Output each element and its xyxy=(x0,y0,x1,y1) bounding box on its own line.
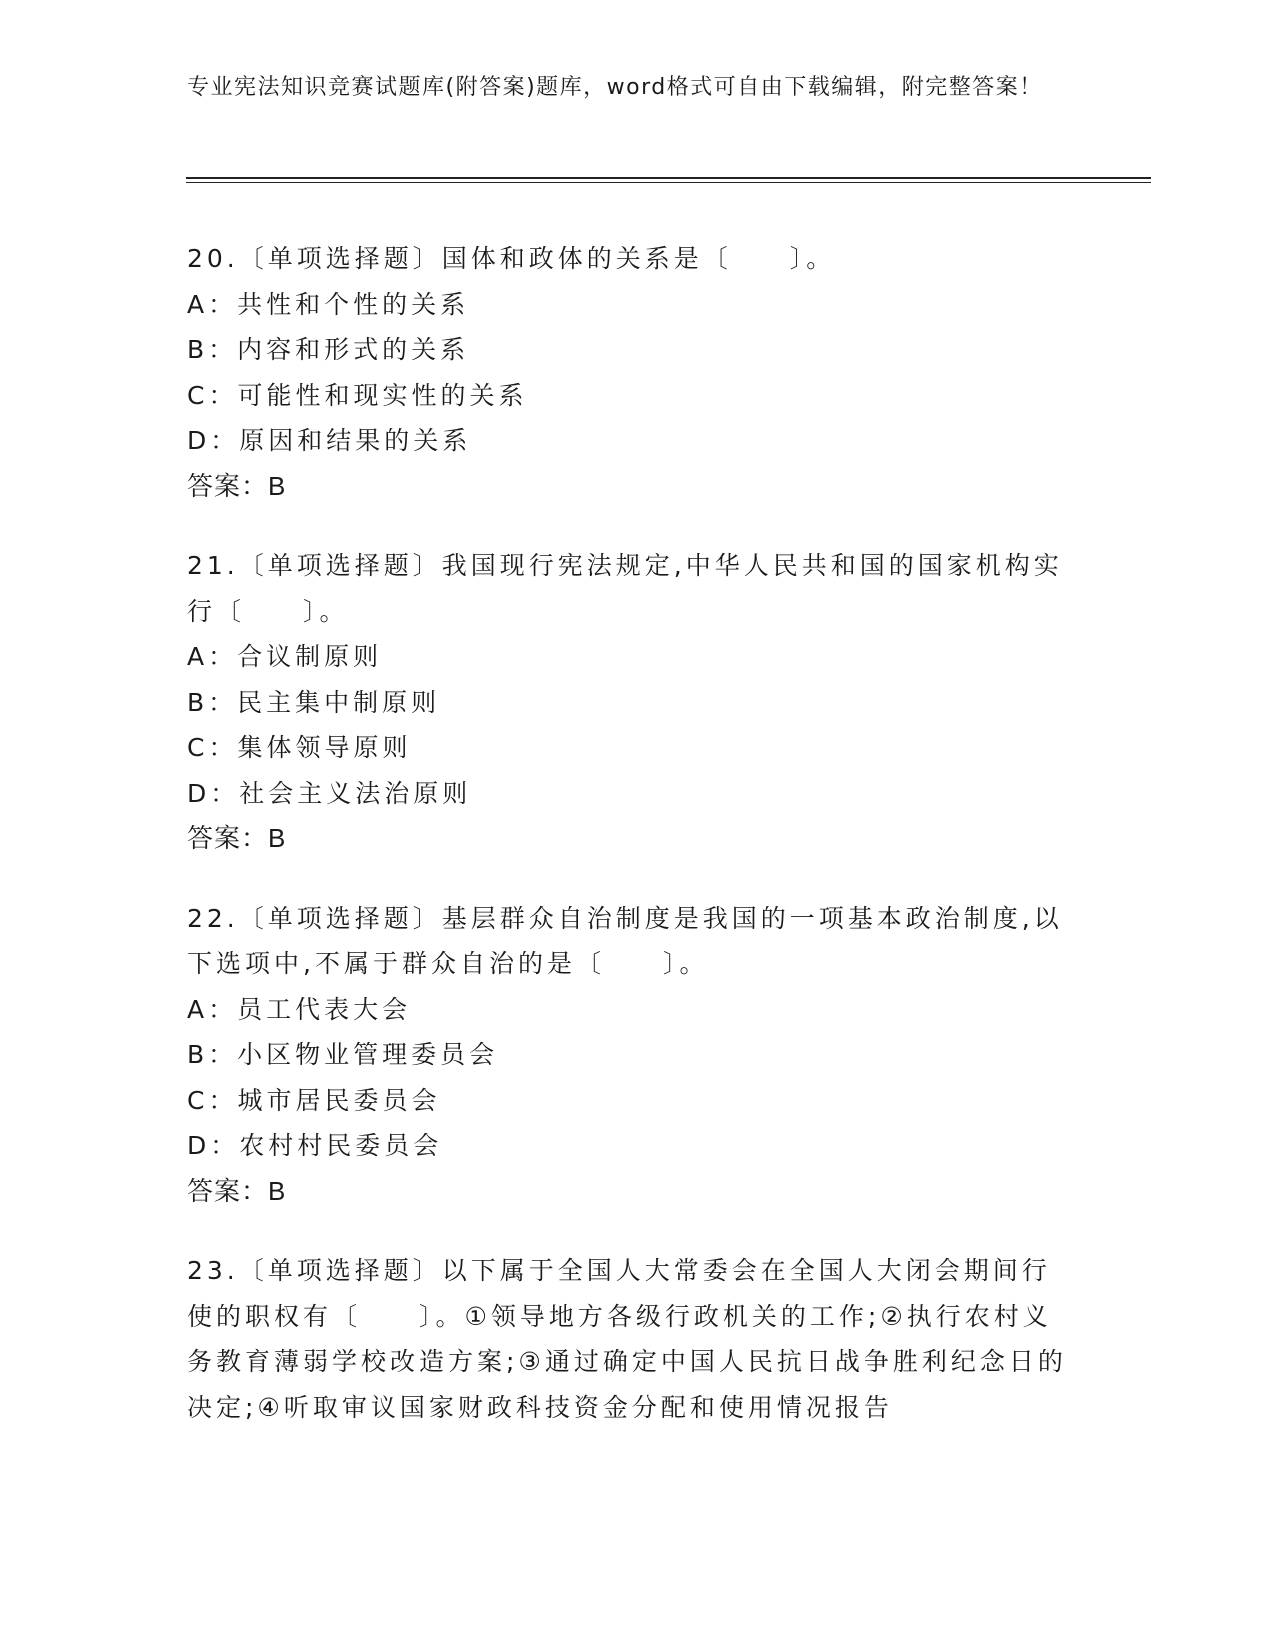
question-stem: 20.〔单项选择题〕国体和政体的关系是〔 〕。 xyxy=(187,244,836,273)
option-d: D：农村村民委员会 xyxy=(187,1131,443,1160)
option-a: A：共性和个性的关系 xyxy=(187,289,470,319)
question-stem: 21.〔单项选择题〕我国现行宪法规定,中华人民共和国的国家机构实行〔 〕。 xyxy=(187,551,1063,626)
question-list xyxy=(187,236,1087,1464)
option-b: B：民主集中制原则 xyxy=(187,687,441,717)
question-stem: 23.〔单项选择题〕以下属于全国人大常委会在全国人大闭会期间行使的职权有〔 〕。①领导地方各级行政机关的工作;②执行农村义务教育薄弱学校改造方案;③通过确定中国人民抗日战争胜利纪念日的决定;④听取审议国家财政科技资金分配和使用情况报告 xyxy=(187,1256,1067,1422)
answer-line: 答案：B xyxy=(187,823,287,853)
option-a: A：员工代表大会 xyxy=(187,994,412,1024)
answer-line: 答案：B xyxy=(187,470,287,501)
option-d: D：社会主义法治原则 xyxy=(187,778,472,808)
option-c: C：城市居民委员会 xyxy=(187,1085,441,1115)
question-20 xyxy=(187,236,1087,509)
header-divider-thin xyxy=(186,182,1151,183)
header-divider xyxy=(186,177,1151,179)
option-b: B：小区物业管理委员会 xyxy=(187,1040,499,1069)
answer-line: 答案：B xyxy=(187,1175,287,1206)
option-a: A：合议制原则 xyxy=(187,642,383,671)
question-23 xyxy=(187,1248,1087,1430)
document-header: 专业宪法知识竞赛试题库(附答案)题库，word格式可自由下载编辑，附完整答案！ xyxy=(187,75,1043,100)
question-21 xyxy=(187,543,1087,862)
option-c: C：集体领导原则 xyxy=(187,733,412,762)
option-b: B：内容和形式的关系 xyxy=(187,335,470,364)
question-22 xyxy=(187,896,1087,1215)
question-stem: 22.〔单项选择题〕基层群众自治制度是我国的一项基本政治制度,以下选项中,不属于群众自治的是〔 〕。 xyxy=(187,903,1063,978)
option-c: C：可能性和现实性的关系 xyxy=(187,380,528,410)
option-d: D：原因和结果的关系 xyxy=(187,426,472,455)
